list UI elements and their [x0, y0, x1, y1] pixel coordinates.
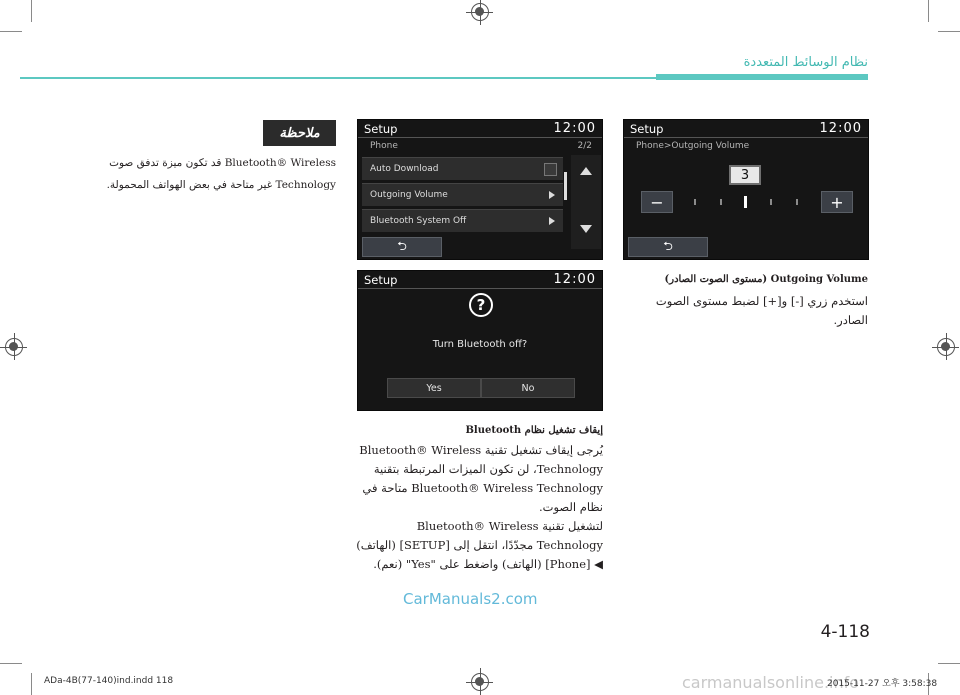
bluetooth-off-text-line: Technology، لن تكون الميزات المرتبطة بتقنية: [373, 462, 603, 476]
back-arrow-icon: ⮌: [397, 238, 407, 253]
registration-mark-icon: [937, 338, 955, 356]
screen-subtitle: Phone>Outgoing Volume: [636, 141, 750, 151]
header-accent-bar: [656, 74, 868, 80]
note-text: Bluetooth® Wireless قد تكون ميزة تدفق صوت Technology غير متاحة في بعض الهواتف المحمولة.: [106, 157, 336, 191]
back-button[interactable]: [362, 237, 442, 257]
no-button[interactable]: No: [481, 378, 575, 398]
menu-item-label: Auto Download: [370, 164, 439, 174]
outgoing-volume-screen: [623, 119, 869, 260]
footer-site-watermark: carmanualsonline.info: [682, 673, 860, 692]
bluetooth-off-caption: إيقاف تشغيل نظام Bluetooth: [465, 425, 603, 436]
page-number: 4-118: [820, 622, 870, 642]
registration-mark-icon: [471, 673, 489, 691]
volume-tick: [770, 199, 772, 205]
screen-subtitle: Phone: [370, 141, 398, 151]
back-arrow-icon: ⮌: [663, 238, 673, 253]
bluetooth-off-text-line: ◀ [Phone] (الهاتف) واضغط على "Yes" (نعم).: [373, 557, 603, 571]
bluetooth-off-text-line: يُرجى إيقاف تشغيل تقنية Bluetooth® Wireless: [359, 443, 603, 457]
registration-mark-icon: [471, 3, 489, 21]
header-rule: [20, 77, 656, 79]
outgoing-volume-caption: Outgoing Volume (مستوى الصوت الصادر): [664, 274, 868, 285]
volume-level-display: 3: [729, 165, 761, 185]
registration-mark-icon: [5, 338, 23, 356]
menu-item-bluetooth-system-off[interactable]: [362, 209, 563, 232]
question-icon: ?: [469, 293, 493, 317]
crop-mark: [928, 0, 929, 22]
scroll-position-indicator: [564, 172, 567, 200]
divider: [358, 288, 602, 289]
chevron-right-icon: [549, 217, 555, 225]
bluetooth-off-text-line: Technology مجدّدًا، انتقل إلى [SETUP] (الهاتف): [356, 538, 603, 552]
screen-clock: 12:00: [553, 272, 596, 287]
crop-mark: [938, 31, 960, 32]
crop-mark: [0, 31, 22, 32]
menu-item-outgoing-volume[interactable]: [362, 183, 563, 206]
bluetooth-off-text-line: نظام الصوت.: [538, 500, 603, 514]
screen-title: Setup: [364, 122, 398, 136]
crop-mark: [0, 663, 22, 664]
watermark-link[interactable]: CarManuals2.com: [403, 590, 538, 608]
crop-mark: [31, 0, 32, 22]
auto-download-checkbox[interactable]: [544, 163, 557, 176]
volume-down-button[interactable]: −: [641, 191, 673, 213]
volume-up-button[interactable]: +: [821, 191, 853, 213]
volume-tick: [720, 199, 722, 205]
scroll-up-icon[interactable]: [580, 167, 592, 175]
scroll-down-icon[interactable]: [580, 225, 592, 233]
footer-file-name: ADa-4B(77-140)ind.indd 118: [44, 676, 174, 686]
popup-message: Turn Bluetooth off?: [432, 339, 528, 350]
bluetooth-off-text-line: لتشغيل تقنية Bluetooth® Wireless: [416, 519, 603, 533]
menu-item-auto-download[interactable]: [362, 157, 563, 180]
screen-clock: 12:00: [819, 121, 862, 136]
menu-item-label: Bluetooth System Off: [370, 216, 467, 226]
back-button[interactable]: [628, 237, 708, 257]
crop-mark: [31, 673, 32, 695]
screen-title: Setup: [630, 122, 664, 136]
note-label: ملاحظة: [263, 120, 336, 146]
bluetooth-off-popup-screen: [357, 270, 603, 411]
scroll-controls: [571, 155, 601, 249]
outgoing-volume-text-line: استخدم زري [-] و[+] لضبط مستوى الصوت: [655, 294, 868, 308]
section-title: نظام الوسائط المتعددة: [743, 55, 868, 70]
yes-button[interactable]: Yes: [387, 378, 481, 398]
page-indicator: 2/2: [577, 141, 592, 151]
crop-mark: [938, 663, 960, 664]
screen-title: Setup: [364, 273, 398, 287]
volume-tick: [694, 199, 696, 205]
footer-date: 2015-11-27 오후 3:58:38: [827, 679, 938, 689]
phone-setup-screen: [357, 119, 603, 260]
screen-clock: 12:00: [553, 121, 596, 136]
divider: [624, 137, 868, 138]
chevron-right-icon: [549, 191, 555, 199]
bluetooth-off-text-line: Bluetooth® Wireless Technology متاحة في: [362, 481, 603, 495]
volume-current-tick: [744, 196, 747, 208]
outgoing-volume-text-line: الصادر.: [833, 313, 868, 327]
menu-item-label: Outgoing Volume: [370, 190, 448, 200]
divider: [358, 137, 602, 138]
volume-tick: [796, 199, 798, 205]
